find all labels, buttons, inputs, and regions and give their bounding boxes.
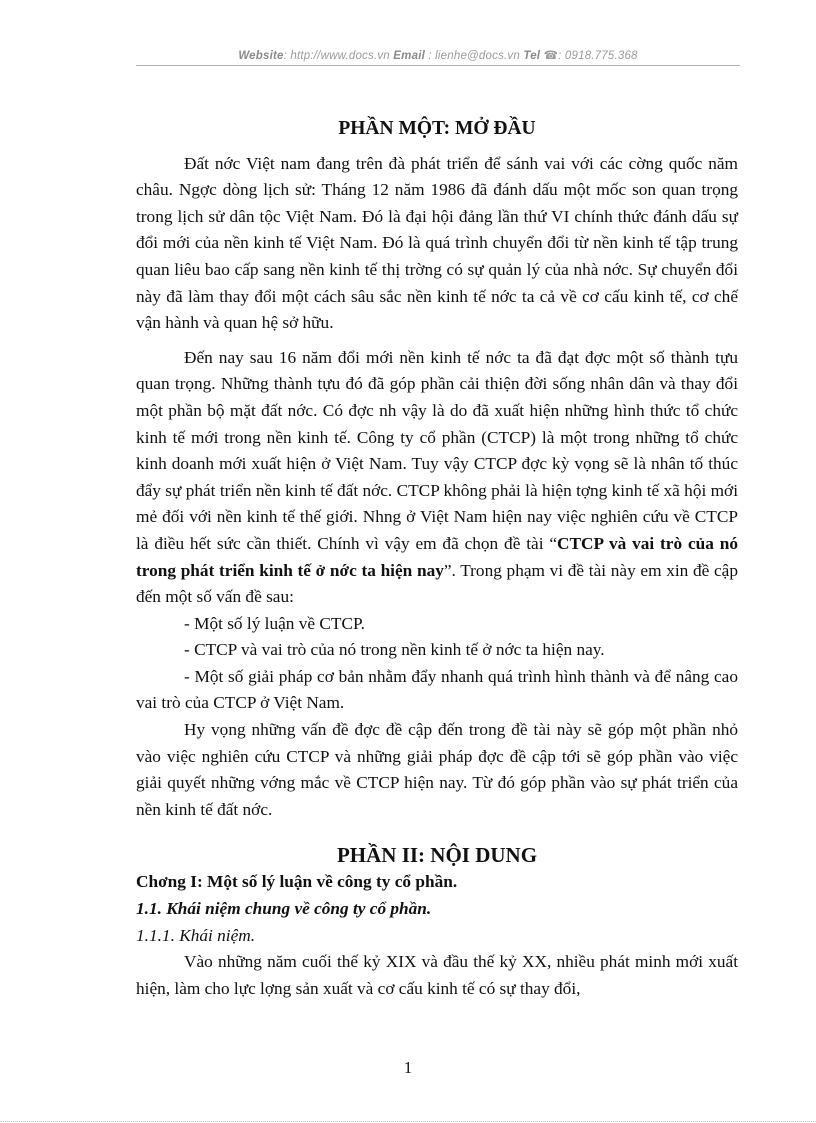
intro-paragraph-1: Đất nớc Việt nam đang trên đà phát triển để sánh vai với các cờng quốc năm châu. Ngợc dòng lịch sử: Tháng 12 năm 1986 đã đánh dấu một mốc son quan trọng trong lịch sử dân tộc Việt Nam. Đó là đại hội đảng lần thứ VI chính thức đánh dấu sự đổi mới của nền kinh tế Việt Nam. Đó là quá trình chuyển đổi từ nền kinh tế tập trung quan liêu bao cấp sang nền kinh tế thị trờng có sự quản lý của nhà nớc. Sự chuyển đổi này đã làm thay đổi một cách sâu sắc nền kinh tế nớc ta cả về cơ cấu kinh tế, cơ chế vận hành và quan hệ sở hữu. (136, 153, 738, 333)
intro-paragraph-2 (136, 345, 738, 611)
website-label: Website (238, 50, 284, 62)
page-bottom-edge (0, 1121, 816, 1122)
section-heading: 1.1. Khái niệm chung về công ty cổ phần. (136, 899, 432, 919)
tel-number: ☎: 0918.775.368 (543, 50, 638, 62)
chapter-heading: Chơng I: Một số lý luận về công ty cổ phần. (136, 872, 458, 892)
topic-title: CTCP và vai trò của nó trong phát triển kinh tế ở nớc ta hiện nay (136, 533, 739, 580)
document-body (136, 116, 738, 1002)
tel-label: Tel (523, 50, 541, 62)
page-header (136, 48, 740, 62)
website-url[interactable]: : http://www.docs.vn (283, 50, 390, 62)
part-two-title: PHẦN II: NỘI DUNG (336, 843, 538, 868)
header-divider (136, 65, 740, 66)
page-number: 1 (403, 1058, 413, 1077)
intro-paragraph-3: Hy vọng những vấn đề đợc đề cập đến trong đề tài này sẽ góp một phần nhỏ vào việc nghiên cứu CTCP và những giải pháp đợc đề cập tới sẽ góp phần vào việc giải quyết những vớng mắc về CTCP hiện nay. Từ đó góp phần vào sự phát triển của nền kinh tế đất nớc. (136, 720, 738, 819)
list-item: - CTCP và vai trò của nó trong nền kinh tế ở nớc ta hiện nay. (184, 640, 605, 660)
paragraph-2-ending: ”. Trong phạm vi đề tài này em xin đề cập đến một số vấn đề sau: (136, 560, 738, 607)
email-address[interactable]: : lienhe@docs.vn (424, 50, 520, 62)
list-item: - Một số giải pháp cơ bản nhằm đẩy nhanh quá trình hình thành và để nâng cao vai trò của CTCP ở Việt Nam. (136, 666, 738, 713)
subsection-heading: 1.1.1. Khái niệm. (136, 925, 256, 945)
paragraph-2-text: Đến nay sau 16 năm đổi mới nền kinh tế nớc ta đã đạt đợc một số thành tựu quan trọng. Những thành tựu đó đã góp phần cải thiện đời sống nhân dân và thay đổi một phần bộ mặt đất nớc. Có đợc nh vậy là do đã xuất hiện những hình thức tổ chức kinh tế mới trong nền kinh tế. Công ty cổ phần (CTCP) là một trong những tổ chức kinh doanh mới xuất hiện ở Việt Nam. Tuy vậy CTCP đợc kỳ vọng sẽ là nhân tố thúc đẩy sự phát triển nền kinh tế đất nớc. CTCP không phải là hiện tợng kinh tế xã hội mới mẻ đối với nền kinh tế thế giới. Nhng ở Việt Nam hiện nay việc nghiên cứu về CTCP là điều hết sức cần thiết. Chính vì vậy em đã chọn đề tài “ (136, 347, 738, 553)
list-item: - Một số lý luận về CTCP. (184, 613, 365, 633)
part-one-title: PHẦN MỘT: MỞ ĐẦU (338, 118, 536, 139)
content-paragraph-1: Vào những năm cuối thế kỷ XIX và đầu thế kỷ XX, nhiều phát minh mới xuất hiện, làm cho lực lợng sản xuất và cơ cấu kinh tế có sự thay đổi, (136, 952, 738, 998)
email-label: Email (393, 50, 425, 62)
